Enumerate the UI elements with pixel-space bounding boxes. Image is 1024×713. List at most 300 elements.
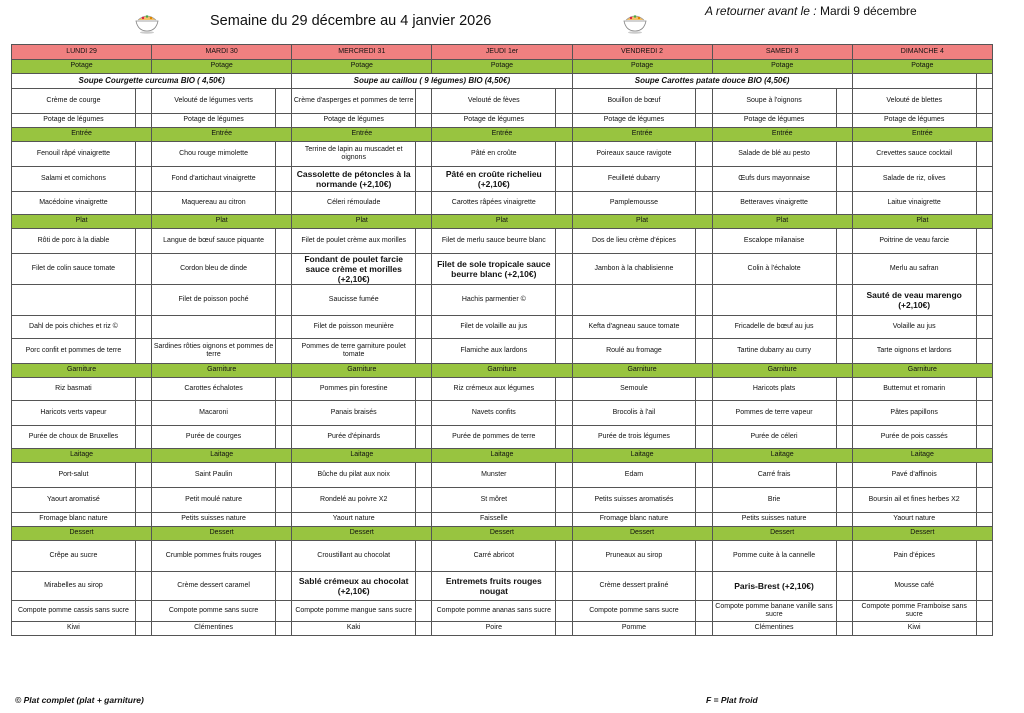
menu-item: Hachis parmentier © <box>432 285 556 316</box>
menu-item: Crème d'asperges et pommes de terre <box>292 89 416 114</box>
choice-box[interactable] <box>696 572 712 601</box>
menu-item <box>152 316 276 339</box>
category-label: Garniture <box>432 364 572 378</box>
menu-item: Dos de lieu crème d'épices <box>572 229 696 254</box>
choice-box[interactable] <box>836 378 852 401</box>
choice-box[interactable] <box>556 401 572 426</box>
menu-item: Saint Paulin <box>152 463 276 488</box>
category-row-dessert <box>12 527 993 541</box>
choice-box[interactable] <box>276 541 292 572</box>
menu-item: Riz basmati <box>12 378 136 401</box>
choice-box[interactable] <box>556 142 572 167</box>
menu-item: Pâté en croûte <box>432 142 556 167</box>
laitage-row <box>12 513 993 527</box>
category-label: Garniture <box>852 364 992 378</box>
choice-box[interactable] <box>416 285 432 316</box>
menu-item: Dahl de pois chiches et riz © <box>12 316 136 339</box>
choice-box[interactable] <box>135 89 151 114</box>
menu-item: Maquereau au citron <box>152 192 276 215</box>
category-label: Potage <box>572 60 712 74</box>
menu-item: Filet de poisson poché <box>152 285 276 316</box>
choice-box[interactable] <box>696 622 712 636</box>
day-header: SAMEDI 3 <box>712 45 852 60</box>
category-label: Potage <box>292 60 432 74</box>
choice-box[interactable] <box>696 254 712 285</box>
menu-item: Macédoine vinaigrette <box>12 192 136 215</box>
menu-item: Bouillon de bœuf <box>572 89 696 114</box>
choice-box[interactable] <box>836 167 852 192</box>
choice-box[interactable] <box>836 114 852 128</box>
menu-item: Filet de volaille au jus <box>432 316 556 339</box>
choice-box[interactable] <box>976 541 992 572</box>
choice-box[interactable] <box>556 167 572 192</box>
choice-box[interactable] <box>836 192 852 215</box>
plat-row <box>12 229 993 254</box>
choice-box[interactable] <box>135 254 151 285</box>
menu-item: Purée de céleri <box>712 426 836 449</box>
plat-row <box>12 254 993 285</box>
menu-item: Pain d'épices <box>852 541 976 572</box>
choice-box[interactable] <box>276 142 292 167</box>
choice-box[interactable] <box>976 74 992 89</box>
choice-box[interactable] <box>976 513 992 527</box>
category-label: Garniture <box>292 364 432 378</box>
choice-box[interactable] <box>416 426 432 449</box>
choice-box[interactable] <box>556 572 572 601</box>
category-label: Laitage <box>152 449 292 463</box>
menu-item: Potage de légumes <box>572 114 696 128</box>
menu-item: Potage de légumes <box>852 114 976 128</box>
menu-item: Petits suisses nature <box>712 513 836 527</box>
menu-item: Pâtes papillons <box>852 401 976 426</box>
choice-box[interactable] <box>135 488 151 513</box>
category-label: Laitage <box>712 449 852 463</box>
choice-box[interactable] <box>976 254 992 285</box>
choice-box[interactable] <box>976 378 992 401</box>
menu-item: Potage de légumes <box>152 114 276 128</box>
menu-item: Fromage blanc nature <box>572 513 696 527</box>
choice-box[interactable] <box>276 339 292 364</box>
choice-box[interactable] <box>416 601 432 622</box>
menu-item: Céleri rémoulade <box>292 192 416 215</box>
choice-box[interactable] <box>135 339 151 364</box>
choice-box[interactable] <box>976 89 992 114</box>
entree-row <box>12 142 993 167</box>
menu-item: Boursin ail et fines herbes X2 <box>852 488 976 513</box>
choice-box[interactable] <box>276 89 292 114</box>
dessert-row <box>12 541 993 572</box>
choice-box[interactable] <box>696 541 712 572</box>
category-row-garniture <box>12 364 993 378</box>
category-label: Garniture <box>12 364 152 378</box>
menu-item: Brocolis à l'ail <box>572 401 696 426</box>
menu-item: Crème dessert caramel <box>152 572 276 601</box>
menu-item: Fondant de poulet farcie sauce crème et morilles (+2,10€) <box>292 254 416 285</box>
choice-box[interactable] <box>836 142 852 167</box>
choice-box[interactable] <box>696 339 712 364</box>
choice-box[interactable] <box>836 488 852 513</box>
choice-box[interactable] <box>416 254 432 285</box>
choice-box[interactable] <box>976 229 992 254</box>
choice-box[interactable] <box>135 463 151 488</box>
choice-box[interactable] <box>976 572 992 601</box>
choice-box[interactable] <box>135 513 151 527</box>
choice-box[interactable] <box>556 254 572 285</box>
plat-row <box>12 339 993 364</box>
category-label: Entrée <box>12 128 152 142</box>
day-header: MARDI 30 <box>152 45 292 60</box>
choice-box[interactable] <box>135 192 151 215</box>
menu-item: Potage de légumes <box>432 114 556 128</box>
menu-item: Kiwi <box>12 622 136 636</box>
day-header: VENDREDI 2 <box>572 45 712 60</box>
empty-cell <box>852 74 976 89</box>
menu-item: Velouté de fèves <box>432 89 556 114</box>
menu-item: Colin à l'échalote <box>712 254 836 285</box>
choice-box[interactable] <box>135 285 151 316</box>
choice-box[interactable] <box>416 513 432 527</box>
choice-box[interactable] <box>276 114 292 128</box>
choice-box[interactable] <box>836 572 852 601</box>
category-label: Laitage <box>572 449 712 463</box>
choice-box[interactable] <box>976 339 992 364</box>
day-header: JEUDI 1er <box>432 45 572 60</box>
choice-box[interactable] <box>836 601 852 622</box>
choice-box[interactable] <box>276 229 292 254</box>
choice-box[interactable] <box>556 339 572 364</box>
category-label: Plat <box>152 215 292 229</box>
day-header: MERCREDI 31 <box>292 45 432 60</box>
choice-box[interactable] <box>836 89 852 114</box>
choice-box[interactable] <box>836 229 852 254</box>
menu-item: Tartine dubarry au curry <box>712 339 836 364</box>
choice-box[interactable] <box>556 601 572 622</box>
choice-box[interactable] <box>135 142 151 167</box>
menu-item: Rôti de porc à la diable <box>12 229 136 254</box>
menu-item: Filet de merlu sauce beurre blanc <box>432 229 556 254</box>
menu-item: Cassolette de pétoncles à la normande (+2,10€) <box>292 167 416 192</box>
menu-item: Chou rouge mimolette <box>152 142 276 167</box>
choice-box[interactable] <box>836 339 852 364</box>
menu-item: Compote pomme sans sucre <box>572 601 696 622</box>
choice-box[interactable] <box>696 142 712 167</box>
choice-box[interactable] <box>276 572 292 601</box>
choice-box[interactable] <box>135 316 151 339</box>
category-label: Laitage <box>292 449 432 463</box>
potage-row <box>12 114 993 128</box>
category-label: Potage <box>852 60 992 74</box>
menu-item: Compote pomme ananas sans sucre <box>432 601 556 622</box>
choice-box[interactable] <box>556 316 572 339</box>
choice-box[interactable] <box>416 541 432 572</box>
choice-box[interactable] <box>416 488 432 513</box>
menu-item: Purée de pommes de terre <box>432 426 556 449</box>
choice-box[interactable] <box>556 89 572 114</box>
menu-item: Tarte oignons et lardons <box>852 339 976 364</box>
menu-item: Filet de colin sauce tomate <box>12 254 136 285</box>
choice-box[interactable] <box>416 167 432 192</box>
menu-item: Purée de trois légumes <box>572 426 696 449</box>
menu-item: Fenouil râpé vinaigrette <box>12 142 136 167</box>
choice-box[interactable] <box>556 114 572 128</box>
menu-item: Crème dessert praliné <box>572 572 696 601</box>
choice-box[interactable] <box>556 622 572 636</box>
choice-box[interactable] <box>276 192 292 215</box>
choice-box[interactable] <box>696 488 712 513</box>
choice-box[interactable] <box>696 316 712 339</box>
footer-legend-complete: © Plat complet (plat + garniture) <box>15 695 144 705</box>
choice-box[interactable] <box>276 167 292 192</box>
menu-item: Pâté en croûte richelieu (+2,10€) <box>432 167 556 192</box>
menu-item: Compote pomme cassis sans sucre <box>12 601 136 622</box>
menu-item: Crème de courge <box>12 89 136 114</box>
menu-body <box>12 45 993 636</box>
choice-box[interactable] <box>696 192 712 215</box>
menu-item: St môret <box>432 488 556 513</box>
menu-item: Crêpe au sucre <box>12 541 136 572</box>
category-label: Potage <box>152 60 292 74</box>
choice-box[interactable] <box>416 114 432 128</box>
choice-box[interactable] <box>276 378 292 401</box>
choice-box[interactable] <box>976 316 992 339</box>
menu-item: Sauté de veau marengo (+2,10€) <box>852 285 976 316</box>
menu-item: Macaroni <box>152 401 276 426</box>
category-label: Dessert <box>432 527 572 541</box>
choice-box[interactable] <box>276 601 292 622</box>
category-label: Entrée <box>152 128 292 142</box>
menu-item: Potage de légumes <box>712 114 836 128</box>
choice-box[interactable] <box>416 89 432 114</box>
choice-box[interactable] <box>836 541 852 572</box>
page-title: Semaine du 29 décembre au 4 janvier 2026 <box>210 13 492 29</box>
choice-box[interactable] <box>696 601 712 622</box>
menu-item: Poitrine de veau farcie <box>852 229 976 254</box>
menu-item: Carré abricot <box>432 541 556 572</box>
category-label: Potage <box>432 60 572 74</box>
choice-box[interactable] <box>276 622 292 636</box>
menu-item: Yaourt nature <box>292 513 416 527</box>
choice-box[interactable] <box>276 254 292 285</box>
choice-box[interactable] <box>836 285 852 316</box>
category-label: Plat <box>712 215 852 229</box>
menu-item: Flamiche aux lardons <box>432 339 556 364</box>
choice-box[interactable] <box>976 426 992 449</box>
choice-box[interactable] <box>135 378 151 401</box>
menu-item: Riz crémeux aux légumes <box>432 378 556 401</box>
menu-item: Fromage blanc nature <box>12 513 136 527</box>
weekly-menu-table <box>11 44 993 636</box>
menu-item: Edam <box>572 463 696 488</box>
category-row-potage <box>12 60 993 74</box>
category-label: Entrée <box>292 128 432 142</box>
choice-box[interactable] <box>976 601 992 622</box>
category-row-laitage <box>12 449 993 463</box>
choice-box[interactable] <box>836 426 852 449</box>
choice-box[interactable] <box>135 401 151 426</box>
garniture-row <box>12 401 993 426</box>
choice-box[interactable] <box>416 378 432 401</box>
menu-item: Velouté de légumes verts <box>152 89 276 114</box>
soup-of-the-day: Soupe Courgette curcuma BIO ( 4,50€) <box>12 74 292 89</box>
category-label: Entrée <box>852 128 992 142</box>
choice-box[interactable] <box>696 463 712 488</box>
choice-box[interactable] <box>836 316 852 339</box>
choice-box[interactable] <box>696 285 712 316</box>
choice-box[interactable] <box>276 401 292 426</box>
choice-box[interactable] <box>836 463 852 488</box>
menu-item: Soupe à l'oignons <box>712 89 836 114</box>
choice-box[interactable] <box>696 401 712 426</box>
menu-item: Kiwi <box>852 622 976 636</box>
category-row-entree <box>12 128 993 142</box>
choice-box[interactable] <box>416 316 432 339</box>
choice-box[interactable] <box>976 167 992 192</box>
choice-box[interactable] <box>696 513 712 527</box>
choice-box[interactable] <box>135 601 151 622</box>
footer-legend-cold: F = Plat froid <box>706 695 758 705</box>
choice-box[interactable] <box>836 622 852 636</box>
choice-box[interactable] <box>976 622 992 636</box>
menu-item: Kefta d'agneau sauce tomate <box>572 316 696 339</box>
menu-item: Faisselle <box>432 513 556 527</box>
menu-item: Fond d'artichaut vinaigrette <box>152 167 276 192</box>
menu-item: Potage de légumes <box>292 114 416 128</box>
menu-item: Langue de bœuf sauce piquante <box>152 229 276 254</box>
menu-item: Purée d'épinards <box>292 426 416 449</box>
choice-box[interactable] <box>836 401 852 426</box>
choice-box[interactable] <box>696 114 712 128</box>
menu-item: Velouté de blettes <box>852 89 976 114</box>
menu-item: Feuilleté dubarry <box>572 167 696 192</box>
choice-box[interactable] <box>416 192 432 215</box>
menu-item: Carré frais <box>712 463 836 488</box>
menu-item: Poireaux sauce ravigote <box>572 142 696 167</box>
menu-item: Croustillant au chocolat <box>292 541 416 572</box>
choice-box[interactable] <box>416 622 432 636</box>
menu-item: Purée de courges <box>152 426 276 449</box>
choice-box[interactable] <box>976 114 992 128</box>
entree-row <box>12 192 993 215</box>
choice-box[interactable] <box>416 572 432 601</box>
choice-box[interactable] <box>976 285 992 316</box>
choice-box[interactable] <box>276 513 292 527</box>
choice-box[interactable] <box>276 316 292 339</box>
menu-item: Munster <box>432 463 556 488</box>
soup-of-the-day: Soupe Carottes patate douce BIO (4,50€) <box>572 74 852 89</box>
page-header <box>0 0 1024 44</box>
choice-box[interactable] <box>836 513 852 527</box>
menu-item: Terrine de lapin au muscadet et oignons <box>292 142 416 167</box>
choice-box[interactable] <box>696 426 712 449</box>
day-header: LUNDI 29 <box>12 45 152 60</box>
menu-item: Volaille au jus <box>852 316 976 339</box>
choice-box[interactable] <box>135 114 151 128</box>
dessert-row <box>12 601 993 622</box>
category-label: Plat <box>12 215 152 229</box>
choice-box[interactable] <box>556 488 572 513</box>
choice-box[interactable] <box>556 378 572 401</box>
choice-box[interactable] <box>416 142 432 167</box>
choice-box[interactable] <box>556 541 572 572</box>
choice-box[interactable] <box>696 378 712 401</box>
choice-box[interactable] <box>135 426 151 449</box>
choice-box[interactable] <box>556 192 572 215</box>
choice-box[interactable] <box>976 463 992 488</box>
menu-item: Salade de riz, olives <box>852 167 976 192</box>
menu-item: Yaourt nature <box>852 513 976 527</box>
entree-row <box>12 167 993 192</box>
menu-item: Filet de poulet crème aux morilles <box>292 229 416 254</box>
choice-box[interactable] <box>135 572 151 601</box>
menu-item <box>12 285 136 316</box>
menu-item: Betteraves vinaigrette <box>712 192 836 215</box>
category-label: Garniture <box>152 364 292 378</box>
menu-item: Haricots verts vapeur <box>12 401 136 426</box>
menu-item: Pruneaux au sirop <box>572 541 696 572</box>
menu-item: Purée de choux de Bruxelles <box>12 426 136 449</box>
soup-row <box>12 74 993 89</box>
choice-box[interactable] <box>976 488 992 513</box>
choice-box[interactable] <box>836 254 852 285</box>
choice-box[interactable] <box>696 167 712 192</box>
category-label: Dessert <box>152 527 292 541</box>
category-label: Laitage <box>432 449 572 463</box>
choice-box[interactable] <box>135 167 151 192</box>
choice-box[interactable] <box>416 463 432 488</box>
choice-box[interactable] <box>135 541 151 572</box>
choice-box[interactable] <box>276 488 292 513</box>
choice-box[interactable] <box>696 89 712 114</box>
choice-box[interactable] <box>696 229 712 254</box>
choice-box[interactable] <box>556 285 572 316</box>
menu-item: Panais braisés <box>292 401 416 426</box>
choice-box[interactable] <box>276 463 292 488</box>
menu-item: Paris-Brest (+2,10€) <box>712 572 836 601</box>
category-label: Entrée <box>572 128 712 142</box>
plat-row <box>12 285 993 316</box>
category-label: Entrée <box>432 128 572 142</box>
category-label: Dessert <box>852 527 992 541</box>
menu-item: Pomme cuite à la cannelle <box>712 541 836 572</box>
plat-row <box>12 316 993 339</box>
menu-item: Porc confit et pommes de terre <box>12 339 136 364</box>
choice-box[interactable] <box>556 426 572 449</box>
choice-box[interactable] <box>416 229 432 254</box>
category-label: Plat <box>572 215 712 229</box>
menu-item: Purée de pois cassés <box>852 426 976 449</box>
category-label: Potage <box>712 60 852 74</box>
menu-item: Roulé au fromage <box>572 339 696 364</box>
choice-box[interactable] <box>556 463 572 488</box>
choice-box[interactable] <box>556 513 572 527</box>
choice-box[interactable] <box>976 192 992 215</box>
choice-box[interactable] <box>416 339 432 364</box>
choice-box[interactable] <box>135 622 151 636</box>
category-label: Entrée <box>712 128 852 142</box>
choice-box[interactable] <box>276 285 292 316</box>
choice-box[interactable] <box>416 401 432 426</box>
choice-box[interactable] <box>976 142 992 167</box>
menu-item: Petits suisses aromatisés <box>572 488 696 513</box>
choice-box[interactable] <box>976 401 992 426</box>
category-label: Plat <box>292 215 432 229</box>
choice-box[interactable] <box>556 229 572 254</box>
menu-item: Pommes de terre vapeur <box>712 401 836 426</box>
garniture-row <box>12 378 993 401</box>
choice-box[interactable] <box>135 229 151 254</box>
menu-item: Pomme <box>572 622 696 636</box>
choice-box[interactable] <box>276 426 292 449</box>
